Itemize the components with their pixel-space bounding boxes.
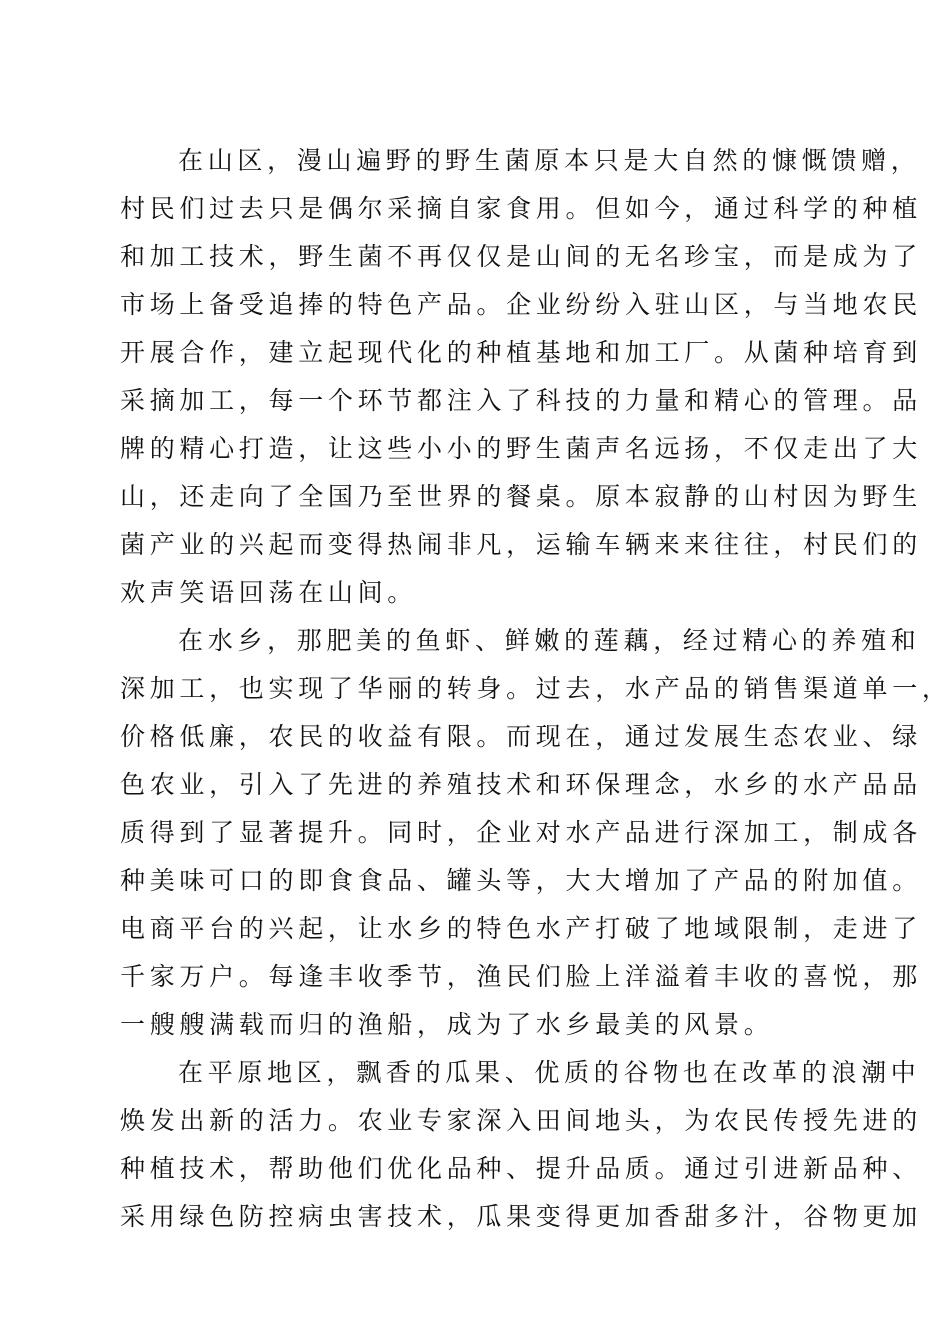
text-line: 在平原地区，飘香的瓜果、优质的谷物也在改革的浪潮中: [178, 1058, 921, 1087]
text-line: 山，还走向了全国乃至世界的餐桌。原本寂静的山村因为野生: [120, 482, 922, 511]
text-line: 焕发出新的活力。农业专家深入田间地头，为农民传授先进的: [120, 1106, 922, 1135]
text-line: 采用绿色防控病虫害技术，瓜果变得更加香甜多汁，谷物更加: [120, 1202, 922, 1231]
text-line: 开展合作，建立起现代化的种植基地和加工厂。从菌种培育到: [120, 338, 922, 367]
text-line: 一艘艘满载而归的渔船，成为了水乡最美的风景。: [120, 1010, 774, 1039]
text-line: 千家万户。每逢丰收季节，渔民们脸上洋溢着丰收的喜悦，那: [120, 962, 922, 991]
text-line: 市场上备受追捧的特色产品。企业纷纷入驻山区，与当地农民: [120, 290, 922, 319]
text-line: 菌产业的兴起而变得热闹非凡，运输车辆来来往往，村民们的: [120, 530, 922, 559]
paragraph-water-town: [120, 617, 952, 1049]
text-line: 在水乡，那肥美的鱼虾、鲜嫩的莲藕，经过精心的养殖和: [178, 626, 921, 655]
text-line: 欢声笑语回荡在山间。: [120, 578, 418, 607]
text-line: 深加工，也实现了华丽的转身。过去，水产品的销售渠道单一，: [120, 674, 952, 703]
text-line: 种美味可口的即食食品、罐头等，大大增加了产品的附加值。: [120, 866, 922, 895]
paragraph-mountain: [120, 137, 922, 617]
text-line: 种植技术，帮助他们优化品种、提升品质。通过引进新品种、: [120, 1154, 922, 1183]
text-line: 质得到了显著提升。同时，企业对水产品进行深加工，制成各: [120, 818, 922, 847]
text-line: 色农业，引入了先进的养殖技术和环保理念，水乡的水产品品: [120, 770, 922, 799]
body-text: [120, 137, 952, 1241]
text-line: 村民们过去只是偶尔采摘自家食用。但如今，通过科学的种植: [120, 194, 922, 223]
text-line: 牌的精心打造，让这些小小的野生菌声名远扬，不仅走出了大: [120, 434, 922, 463]
text-line: 采摘加工，每一个环节都注入了科技的力量和精心的管理。品: [120, 386, 922, 415]
text-line: 电商平台的兴起，让水乡的特色水产打破了地域限制，走进了: [120, 914, 922, 943]
text-line: 和加工技术，野生菌不再仅仅是山间的无名珍宝，而是成为了: [120, 242, 922, 271]
text-line: 在山区，漫山遍野的野生菌原本只是大自然的慷慨馈赠，: [178, 146, 921, 175]
text-line: 价格低廉，农民的收益有限。而现在，通过发展生态农业、绿: [120, 722, 922, 751]
paragraph-plains: [120, 1049, 922, 1241]
